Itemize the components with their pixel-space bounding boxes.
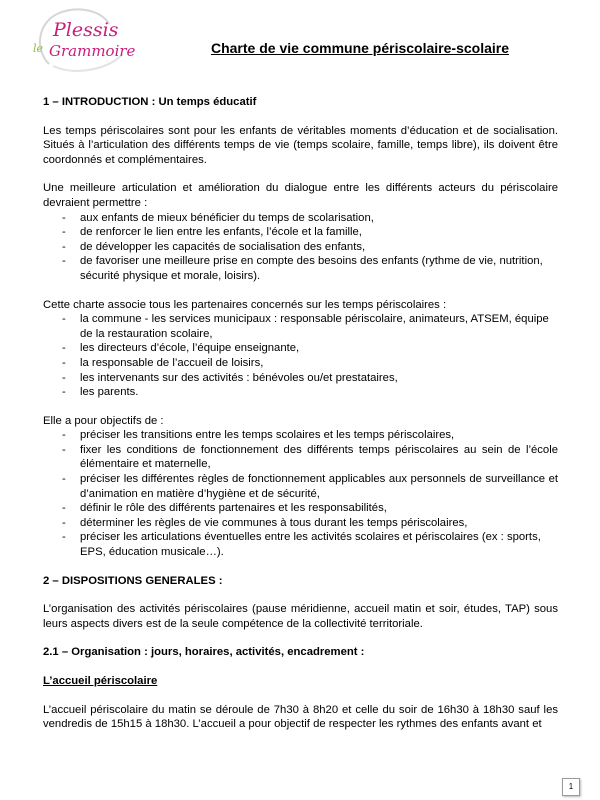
intro-paragraph-4: Elle a pour objectifs de : (43, 414, 164, 427)
benefits-list (43, 211, 558, 284)
section-intro-heading: 1 – INTRODUCTION : Un temps éducatif (43, 96, 257, 108)
page-number: 1 (562, 778, 580, 796)
dispositions-paragraph: L’organisation des activités périscolaires (pause méridienne, accueil matin et soir, études, TAP) sous leurs aspects divers est de la seule compétence de la collectivité territoriale. (43, 603, 558, 630)
accueil-periscolaire-heading: L’accueil périscolaire (43, 675, 158, 687)
section-organisation-heading: 2.1 – Organisation : jours, horaires, activités, encadrement : (43, 646, 365, 659)
list-item: - la commune - les services municipaux : responsable périscolaire, animateurs, ATSEM, équipe de la restauration scolaire, (43, 312, 558, 341)
logo-plessis-text: Plessis (53, 19, 119, 41)
list-item: - préciser les différentes règles de fonctionnement applicables aux personnels de surveillance et d’animation en matière d’hygiène et de sécurité, (43, 472, 558, 501)
list-item: - les intervenants sur des activités : bénévoles ou/et prestataires, (43, 371, 558, 386)
logo-grammoire-text: Grammoire (49, 42, 136, 60)
list-item: - fixer les conditions de fonctionnement des différents temps périscolaires au sein de l’école élémentaire et maternelle, (43, 443, 558, 472)
list-item: - aux enfants de mieux bénéficier du temps de scolarisation, (43, 211, 558, 226)
list-item: - définir le rôle des différents partenaires et les responsabilités, (43, 501, 558, 516)
list-item: - de renforcer le lien entre les enfants, l’école et la famille, (43, 225, 558, 240)
objectives-list (43, 428, 558, 559)
intro-paragraph-2: Une meilleure articulation et amélioration du dialogue entre les différents acteurs du périscolaire devraient permettre : (43, 182, 558, 209)
list-item: - préciser les transitions entre les temps scolaires et les temps périscolaires, (43, 428, 558, 443)
list-item: - préciser les articulations éventuelles entre les activités scolaires et périscolaires (ex : sports, EPS, éducation musicale…). (43, 530, 558, 559)
list-item: - de favoriser une meilleure prise en compte des besoins des enfants (rythme de vie, nutrition, sécurité physique et morale, loisirs). (43, 254, 558, 283)
list-item: - les parents. (43, 385, 558, 400)
partners-list (43, 312, 558, 400)
intro-paragraph-1: Les temps périscolaires sont pour les enfants de véritables moments d’éducation et de socialisation. Situés à l’articulation des différents temps de vie (temps scolaire, famille, temps libre), ils doivent être coordonnés et complémentaires. (43, 124, 558, 166)
document-body (43, 95, 558, 732)
logo-le-text: le (33, 42, 44, 55)
plessis-grammoire-logo (27, 6, 145, 76)
list-item: - les directeurs d’école, l’équipe enseignante, (43, 341, 558, 356)
accueil-paragraph: L’accueil périscolaire du matin se déroule de 7h30 à 8h20 et celle du soir de 16h30 à 18h30 sauf les vendredis de 15h15 à 18h30. L’accueil a pour objectif de respecter les rythmes des enfants avant et (43, 703, 558, 731)
list-item: - la responsable de l’accueil de loisirs, (43, 356, 558, 371)
document-title: Charte de vie commune périscolaire-scolaire (210, 40, 509, 56)
section-dispositions-heading: 2 – DISPOSITIONS GENERALES : (43, 574, 223, 587)
list-item: - de développer les capacités de socialisation des enfants, (43, 240, 558, 255)
intro-paragraph-3: Cette charte associe tous les partenaires concernés sur les temps périscolaires : (43, 298, 447, 311)
list-item: - déterminer les règles de vie communes à tous durant les temps périscolaires, (43, 516, 558, 531)
